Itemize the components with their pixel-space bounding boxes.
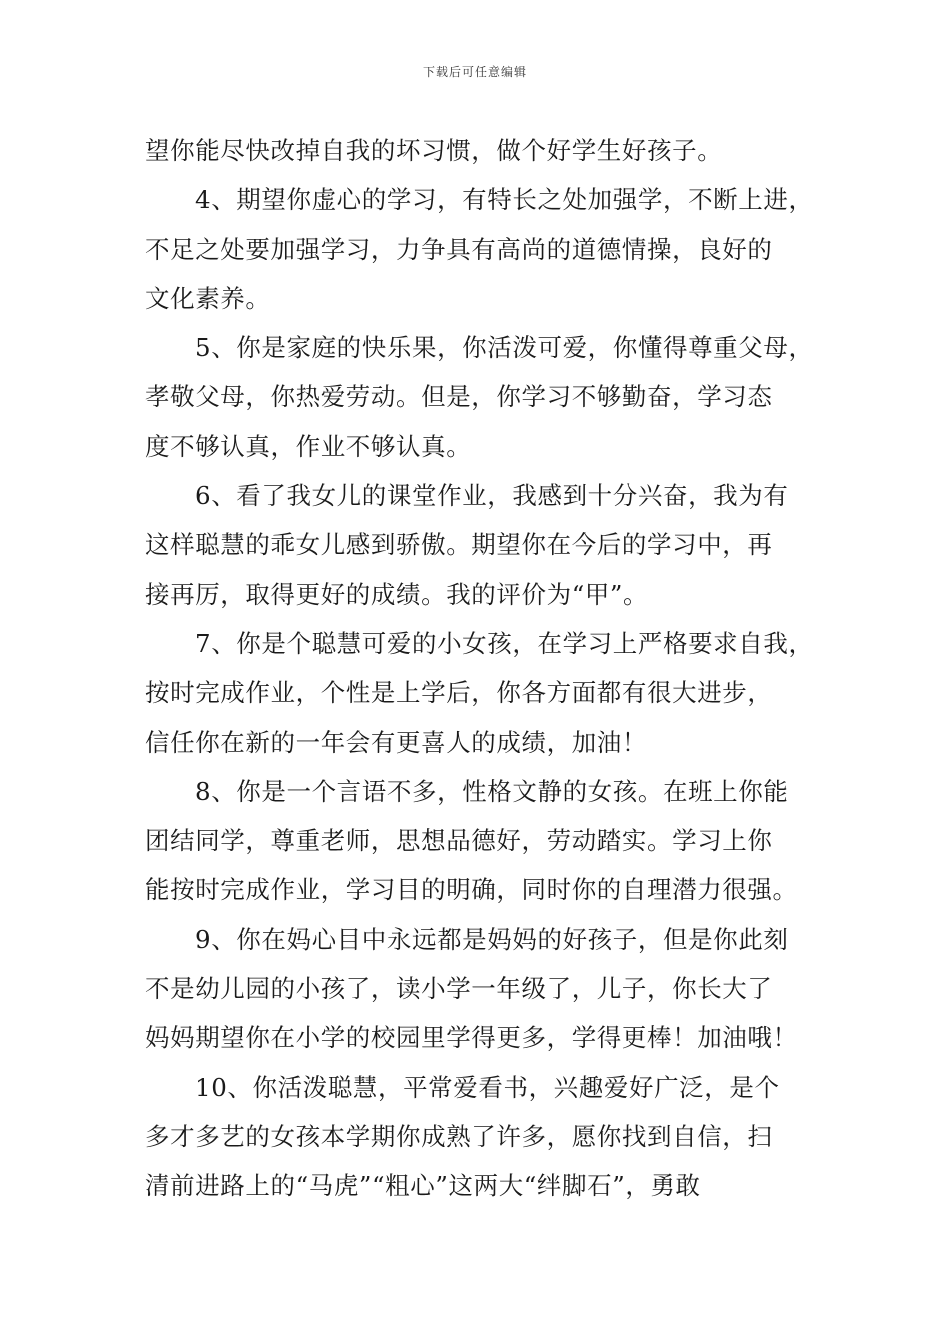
text-line: 6、看了我女儿的课堂作业，我感到十分兴奋，我为有 <box>195 481 789 511</box>
text-line: 10、你活泼聪慧，平常爱看书，兴趣爱好广泛，是个 <box>195 1072 780 1102</box>
text-line: 不足之处要加强学习，力争具有高尚的道德情操，良好的 <box>145 234 773 264</box>
text-line: 不是幼儿园的小孩了，读小学一年级了，儿子，你长大了 <box>145 974 773 1004</box>
text-line: 信任你在新的一年会有更喜人的成绩，加油！ <box>145 727 647 757</box>
text-line: 这样聪慧的乖女儿感到骄傲。期望你在今后的学习中，再 <box>145 530 773 560</box>
text-line: 清前进路上的“马虎”“粗心”这两大“绊脚石”，勇敢 <box>145 1171 701 1201</box>
text-line: 7、你是个聪慧可爱的小女孩，在学习上严格要求自我， <box>195 628 814 658</box>
text-line: 文化素养。 <box>145 283 271 313</box>
text-line: 接再厉，取得更好的成绩。我的评价为“甲”。 <box>145 579 649 609</box>
text-line: 能按时完成作业，学习目的明确，同时你的自理潜力很强。 <box>145 875 798 905</box>
text-line: 望你能尽快改掉自我的坏习惯，做个好学生好孩子。 <box>145 136 723 165</box>
text-line: 4、期望你虚心的学习，有特长之处加强学，不断上进， <box>195 185 814 215</box>
text-line: 妈妈期望你在小学的校园里学得更多，学得更棒！加油哦！ <box>145 1023 798 1053</box>
text-line: 度不够认真，作业不够认真。 <box>145 431 472 461</box>
text-line: 多才多艺的女孩本学期你成熟了许多，愿你找到自信，扫 <box>145 1121 773 1151</box>
page-header: 下载后可任意编辑 <box>422 65 527 79</box>
text-line: 8、你是一个言语不多，性格文静的女孩。在班上你能 <box>195 776 789 806</box>
text-line: 孝敬父母，你热爱劳动。但是，你学习不够勤奋，学习态 <box>145 382 773 412</box>
text-line: 9、你在妈心目中永远都是妈妈的好孩子，但是你此刻 <box>195 924 789 954</box>
text-line: 团结同学，尊重老师，思想品德好，劳动踏实。学习上你 <box>145 826 773 856</box>
text-line: 5、你是家庭的快乐果，你活泼可爱，你懂得尊重父母， <box>195 333 814 363</box>
body-text <box>145 126 835 1211</box>
text-line: 按时完成作业，个性是上学后，你各方面都有很大进步， <box>145 678 773 708</box>
